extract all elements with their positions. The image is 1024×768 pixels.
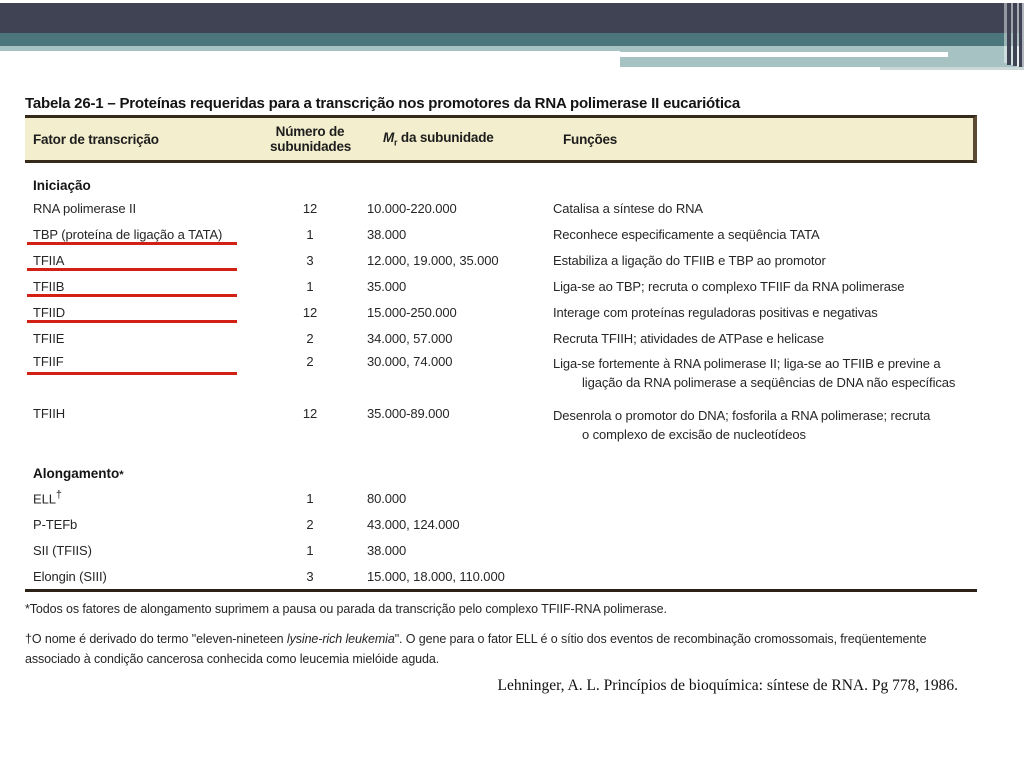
col-header-functions: Funções — [563, 131, 618, 147]
table-row: RNA polimerase II 12 10.000-220.000 Catalisa a síntese do RNA — [33, 200, 703, 216]
section-row-elongation: Alongamento * — [33, 466, 124, 481]
banner-teal-bar — [0, 33, 1024, 46]
table-row: TFIIF 2 30.000, 74.000 Liga-se fortemente à RNA polimerase II; liga-se ao TFIIB e previne a ligação da RNA polimerase a seqüências de DNA não específicas — [25, 351, 977, 403]
citation-text: Lehninger, A. L. Princípios de bioquímica: síntese de RNA. Pg 778, 1986. — [497, 677, 958, 694]
transcription-factors-table — [25, 115, 977, 592]
table-row: SII (TFIIS) 1 38.000 — [33, 542, 407, 558]
footnote-star: *Todos os fatores de alongamento suprimem a pausa ou parada da transcrição pelo complexo TFIIF-RNA polimerase. — [25, 602, 667, 616]
col-header-factor: Fator de transcrição — [33, 131, 159, 147]
footnote-dagger — [25, 629, 1015, 669]
table-bottom-border — [25, 589, 977, 592]
table-header-row — [25, 115, 977, 163]
table-row: Elongin (SIII) 3 15.000, 18.000, 110.000 — [33, 568, 505, 584]
red-underline-annotation — [27, 372, 237, 375]
banner-dark-bar — [0, 3, 1024, 33]
col-header-subunits: Número de subunidades — [270, 124, 352, 154]
table-title: Tabela 26-1 – Proteínas requeridas para a transcrição nos promotores da RNA polimerase II eucariótica — [25, 95, 741, 112]
footnote-dagger-line2: associado à condição cancerosa conhecida como leucemia mielóide aguda. — [25, 652, 440, 666]
red-underline-annotation — [27, 242, 237, 245]
table-row: TFIIH 12 35.000-89.000 Desenrola o promotor do DNA; fosforila a RNA polimerase; recruta o complexo de excisão de nucleotídeos — [33, 406, 931, 442]
footnote-dagger-line1: †O nome é derivado do termo "eleven-nineteen lysine-rich leukemia". O gene para o fator ELL é o sítio dos eventos de recombinação cromossomais, freqüentemente — [25, 632, 927, 646]
banner-white-stripe — [0, 52, 948, 57]
section-row-initiation: Iniciação — [33, 178, 91, 193]
col-header-mr: $M_r$ da subunidade — [383, 130, 494, 148]
table-row: TFIID 12 15.000-250.000 Interage com proteínas reguladoras positivas e negativas — [25, 299, 977, 325]
red-underline-annotation — [27, 268, 237, 271]
table-row: TBP (proteína de ligação a TATA) 1 38.000 Reconhece especificamente a seqüência TATA — [25, 221, 977, 247]
table-row: TFIIA 3 12.000, 19.000, 35.000 Estabiliza a ligação do TFIIB e TBP ao promotor — [25, 247, 977, 273]
table-row: P-TEFb 2 43.000, 124.000 — [33, 516, 460, 532]
red-underline-annotation — [27, 294, 237, 297]
slide-header-banner — [0, 0, 1024, 80]
table-row: ELL† 1 80.000 — [33, 489, 407, 507]
scanned-table-image — [25, 88, 1015, 695]
red-underline-annotation — [27, 320, 237, 323]
table-row: TFIIE 2 34.000, 57.000 Recruta TFIIH; atividades de ATPase e helicase — [33, 330, 824, 346]
banner-step — [880, 67, 1024, 70]
table-row: TFIIB 1 35.000 Liga-se ao TBP; recruta o complexo TFIIF da RNA polimerase — [25, 273, 977, 299]
